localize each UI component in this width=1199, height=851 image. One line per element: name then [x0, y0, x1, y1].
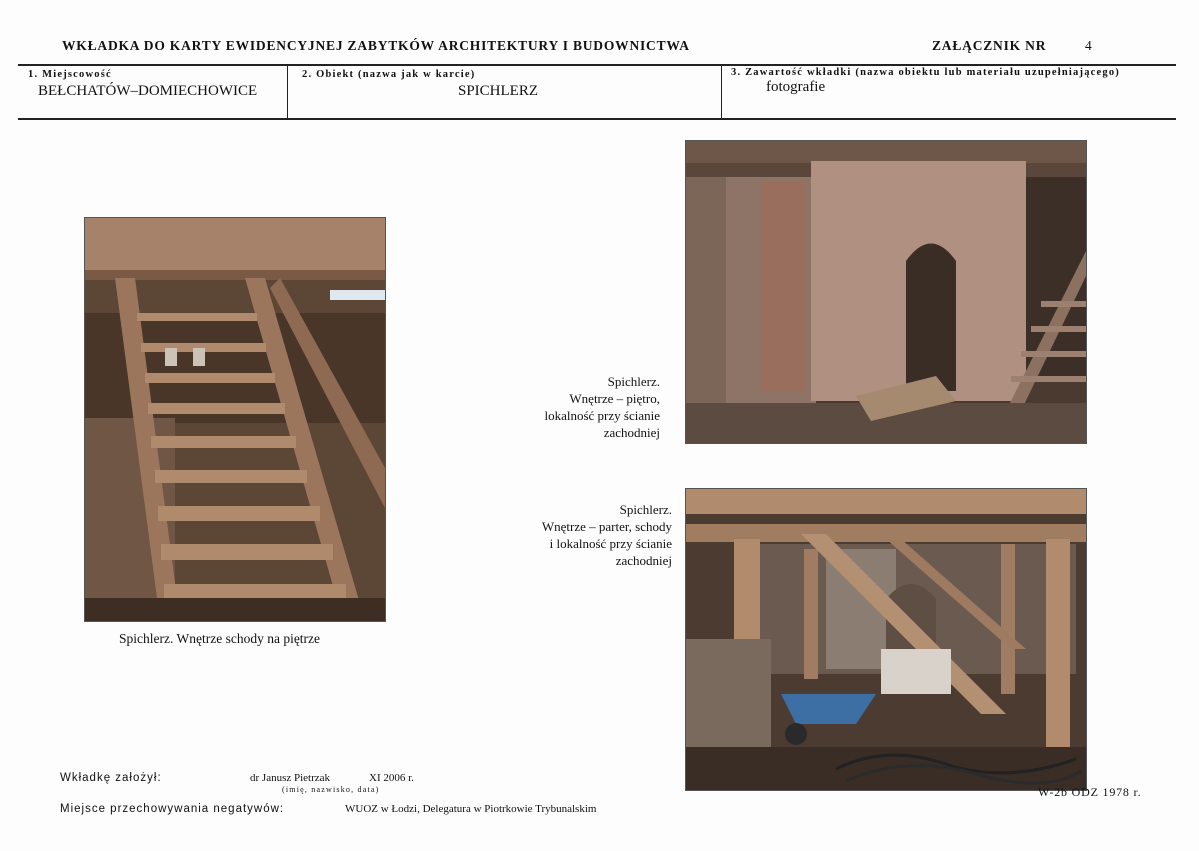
author-hint: (imię, nazwisko, data): [282, 785, 380, 794]
storage-value: WUOZ w Łodzi, Delegatura w Piotrkowie Trybunalskim: [345, 803, 597, 815]
annex-label: ZAŁĄCZNIK NR: [932, 38, 1047, 53]
caption-lower-line-1: Spichlerz.: [619, 502, 672, 517]
content-value: fotografie: [766, 79, 826, 95]
bottom-rule: [18, 118, 1176, 120]
photo-upper-floor: [685, 140, 1087, 444]
form-title: WKŁADKA DO KARTY EWIDENCYJNEJ ZABYTKÓW ARCHITEKTURY I BUDOWNICTWA: [62, 38, 690, 53]
author-name: dr Janusz Pietrzak: [250, 772, 331, 784]
caption-ground-floor: [500, 501, 672, 569]
divider-2: [721, 64, 722, 119]
caption-upper-line-4: zachodniej: [603, 425, 660, 440]
locality-label: 1. Miejscowość: [28, 69, 112, 80]
caption-lower-line-4: zachodniej: [615, 553, 672, 568]
object-label: 2. Obiekt (nazwa jak w karcie): [302, 69, 476, 80]
caption-upper-floor: [500, 373, 660, 441]
creation-date: XI 2006 r.: [369, 772, 414, 784]
object-value: SPICHLERZ: [458, 83, 539, 99]
photo-stairs: [84, 217, 386, 622]
top-rule: [18, 64, 1176, 66]
locality-value: BEŁCHATÓW–DOMIECHOWICE: [38, 83, 258, 99]
caption-stairs: Spichlerz. Wnętrze schody na piętrze: [119, 631, 321, 646]
created-by-label: Wkładkę założył:: [60, 772, 162, 784]
form-code: W-2b ODZ 1978 r.: [1038, 785, 1142, 799]
caption-lower-line-2: Wnętrze – parter, schody: [541, 519, 672, 534]
annex-number: 4: [1085, 38, 1092, 53]
caption-upper-line-2: Wnętrze – piętro,: [569, 391, 660, 406]
divider-1: [287, 64, 288, 119]
caption-upper-line-1: Spichlerz.: [607, 374, 660, 389]
storage-label: Miejsce przechowywania negatywów:: [60, 803, 285, 815]
content-label: 3. Zawartość wkładki (nazwa obiektu lub materiału uzupełniającego): [731, 67, 1120, 78]
caption-upper-line-3: lokalność przy ścianie: [544, 408, 660, 423]
photo-ground-floor: [685, 488, 1087, 791]
caption-lower-line-3: i lokalność przy ścianie: [549, 536, 672, 551]
